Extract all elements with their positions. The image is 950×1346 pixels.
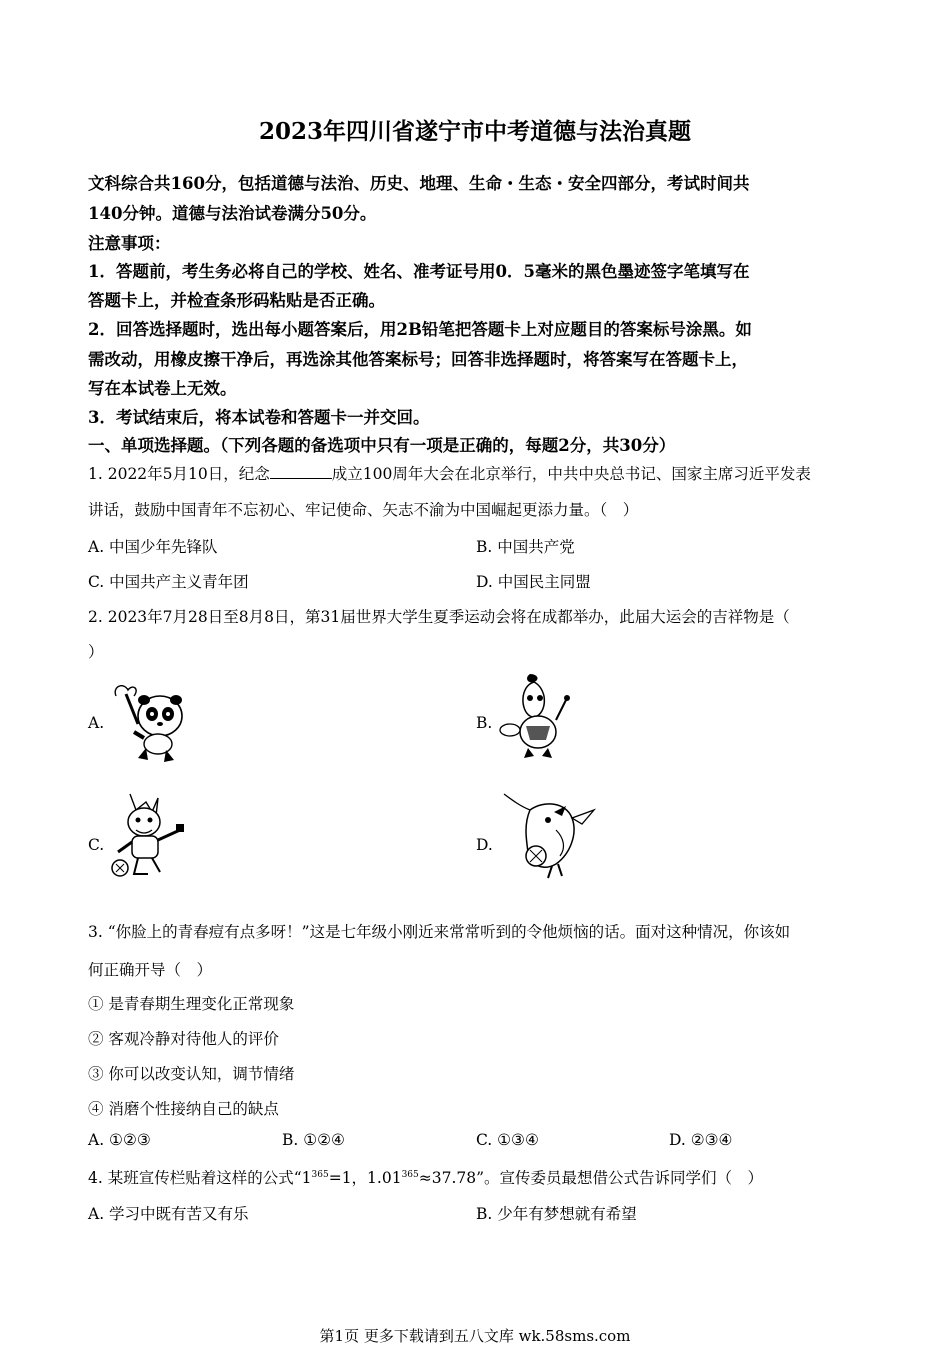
q1-option-d: D. 中国民主同盟: [476, 573, 591, 591]
q1-option-c: C. 中国共产主义青年团: [88, 573, 249, 591]
q4-stem-a: 4. 某班宣传栏贴着这样的公式“1: [88, 1169, 312, 1187]
q4-option-b: B. 少年有梦想就有希望: [476, 1205, 637, 1223]
notice-label: 注意事项：: [88, 234, 171, 253]
notice-2c: 写在本试卷上无效。: [88, 379, 237, 398]
q1-stem-line-1: [88, 462, 811, 484]
q4-stem-c: ≈37.78”。宣传委员最想借公式告诉同学们（ ）: [418, 1169, 764, 1187]
q3-stem-line-1: 3. “你脸上的青春痘有点多呀！”这是七年级小刚近来常常听到的令他烦恼的话。面对这种情况，你该如: [88, 923, 791, 941]
fox-mascot-image: [106, 790, 190, 880]
q4-option-a: A. 学习中既有苦又有乐: [88, 1205, 249, 1223]
q1-stem-a: 1. 2022年5月10日，纪念: [88, 465, 270, 483]
q2-stem-line-1: 2. 2023年7月28日至8月8日，第31届世界大学生夏季运动会将在成都举办，此届大运会的吉祥物是（: [88, 608, 790, 626]
q4-exponent-2: 365: [401, 1169, 419, 1180]
notice-2a: 2．回答选择题时，选出每小题答案后，用2B铅笔把答题卡上对应题目的答案标号涂黑。如: [88, 320, 752, 339]
intro-line-2: 140分钟。道德与法治试卷满分50分。: [88, 204, 377, 223]
q2-option-d: D.: [476, 836, 493, 854]
bird-mascot-image: [500, 790, 600, 882]
q2-option-c: C.: [88, 836, 105, 854]
intro-line-1: 文科综合共160分，包括道德与法治、历史、地理、生命・生态・安全四部分，考试时间共: [88, 174, 750, 193]
q3-option-b: B. ①②④: [282, 1131, 345, 1149]
q3-statement-4: ④ 消磨个性接纳自己的缺点: [88, 1100, 279, 1118]
q2-option-a: A.: [88, 714, 105, 732]
q3-option-d: D. ②③④: [669, 1131, 733, 1149]
q4-stem-b: =1，1.01: [328, 1169, 402, 1187]
q3-statement-1: ① 是青春期生理变化正常现象: [88, 995, 295, 1013]
notice-3: 3．考试结束后，将本试卷和答题卡一并交回。: [88, 408, 430, 427]
q1-option-a: A. 中国少年先锋队: [88, 538, 218, 556]
q3-option-c: C. ①③④: [476, 1131, 539, 1149]
panda-mascot-image: [104, 678, 192, 764]
page-title: 2023年四川省遂宁市中考道德与法治真题: [258, 118, 691, 145]
q2-stem-line-2: ）: [88, 643, 104, 661]
q1-stem-b: 成立100周年大会在北京举行，中共中央总书记、国家主席习近平发表: [331, 465, 811, 483]
q1-option-b: B. 中国共产党: [476, 538, 575, 556]
q4-exponent-1: 365: [311, 1169, 329, 1180]
notice-2b: 需改动，用橡皮擦干净后，再选涂其他答案标号；回答非选择题时，将答案写在答题卡上，: [88, 350, 748, 369]
notice-1b: 答题卡上，并检查条形码粘贴是否正确。: [88, 291, 385, 310]
fairy-mascot-image: [494, 670, 574, 762]
q4-stem: [88, 1166, 763, 1188]
q3-statement-2: ② 客观冷静对待他人的评价: [88, 1030, 279, 1048]
q3-statement-3: ③ 你可以改变认知，调节情绪: [88, 1065, 295, 1083]
page-footer: 第1页 更多下载请到五八文库 wk.58sms.com: [319, 1327, 631, 1345]
q1-answer-blank: [270, 464, 332, 479]
q3-option-a: A. ①②③: [88, 1131, 151, 1149]
section-heading: 一、单项选择题。（下列各题的备选项中只有一项是正确的，每题2分，共30分）: [88, 436, 676, 455]
q2-option-b: B.: [476, 714, 493, 732]
q1-stem-line-2: 讲话，鼓励中国青年不忘初心、牢记使命、矢志不渝为中国崛起更添力量。（ ）: [88, 501, 639, 519]
notice-1a: 1．答题前，考生务必将自己的学校、姓名、准考证号用0．5毫米的黑色墨迹签字笔填写在: [88, 262, 750, 281]
q3-stem-line-2: 何正确开导（ ）: [88, 961, 213, 979]
